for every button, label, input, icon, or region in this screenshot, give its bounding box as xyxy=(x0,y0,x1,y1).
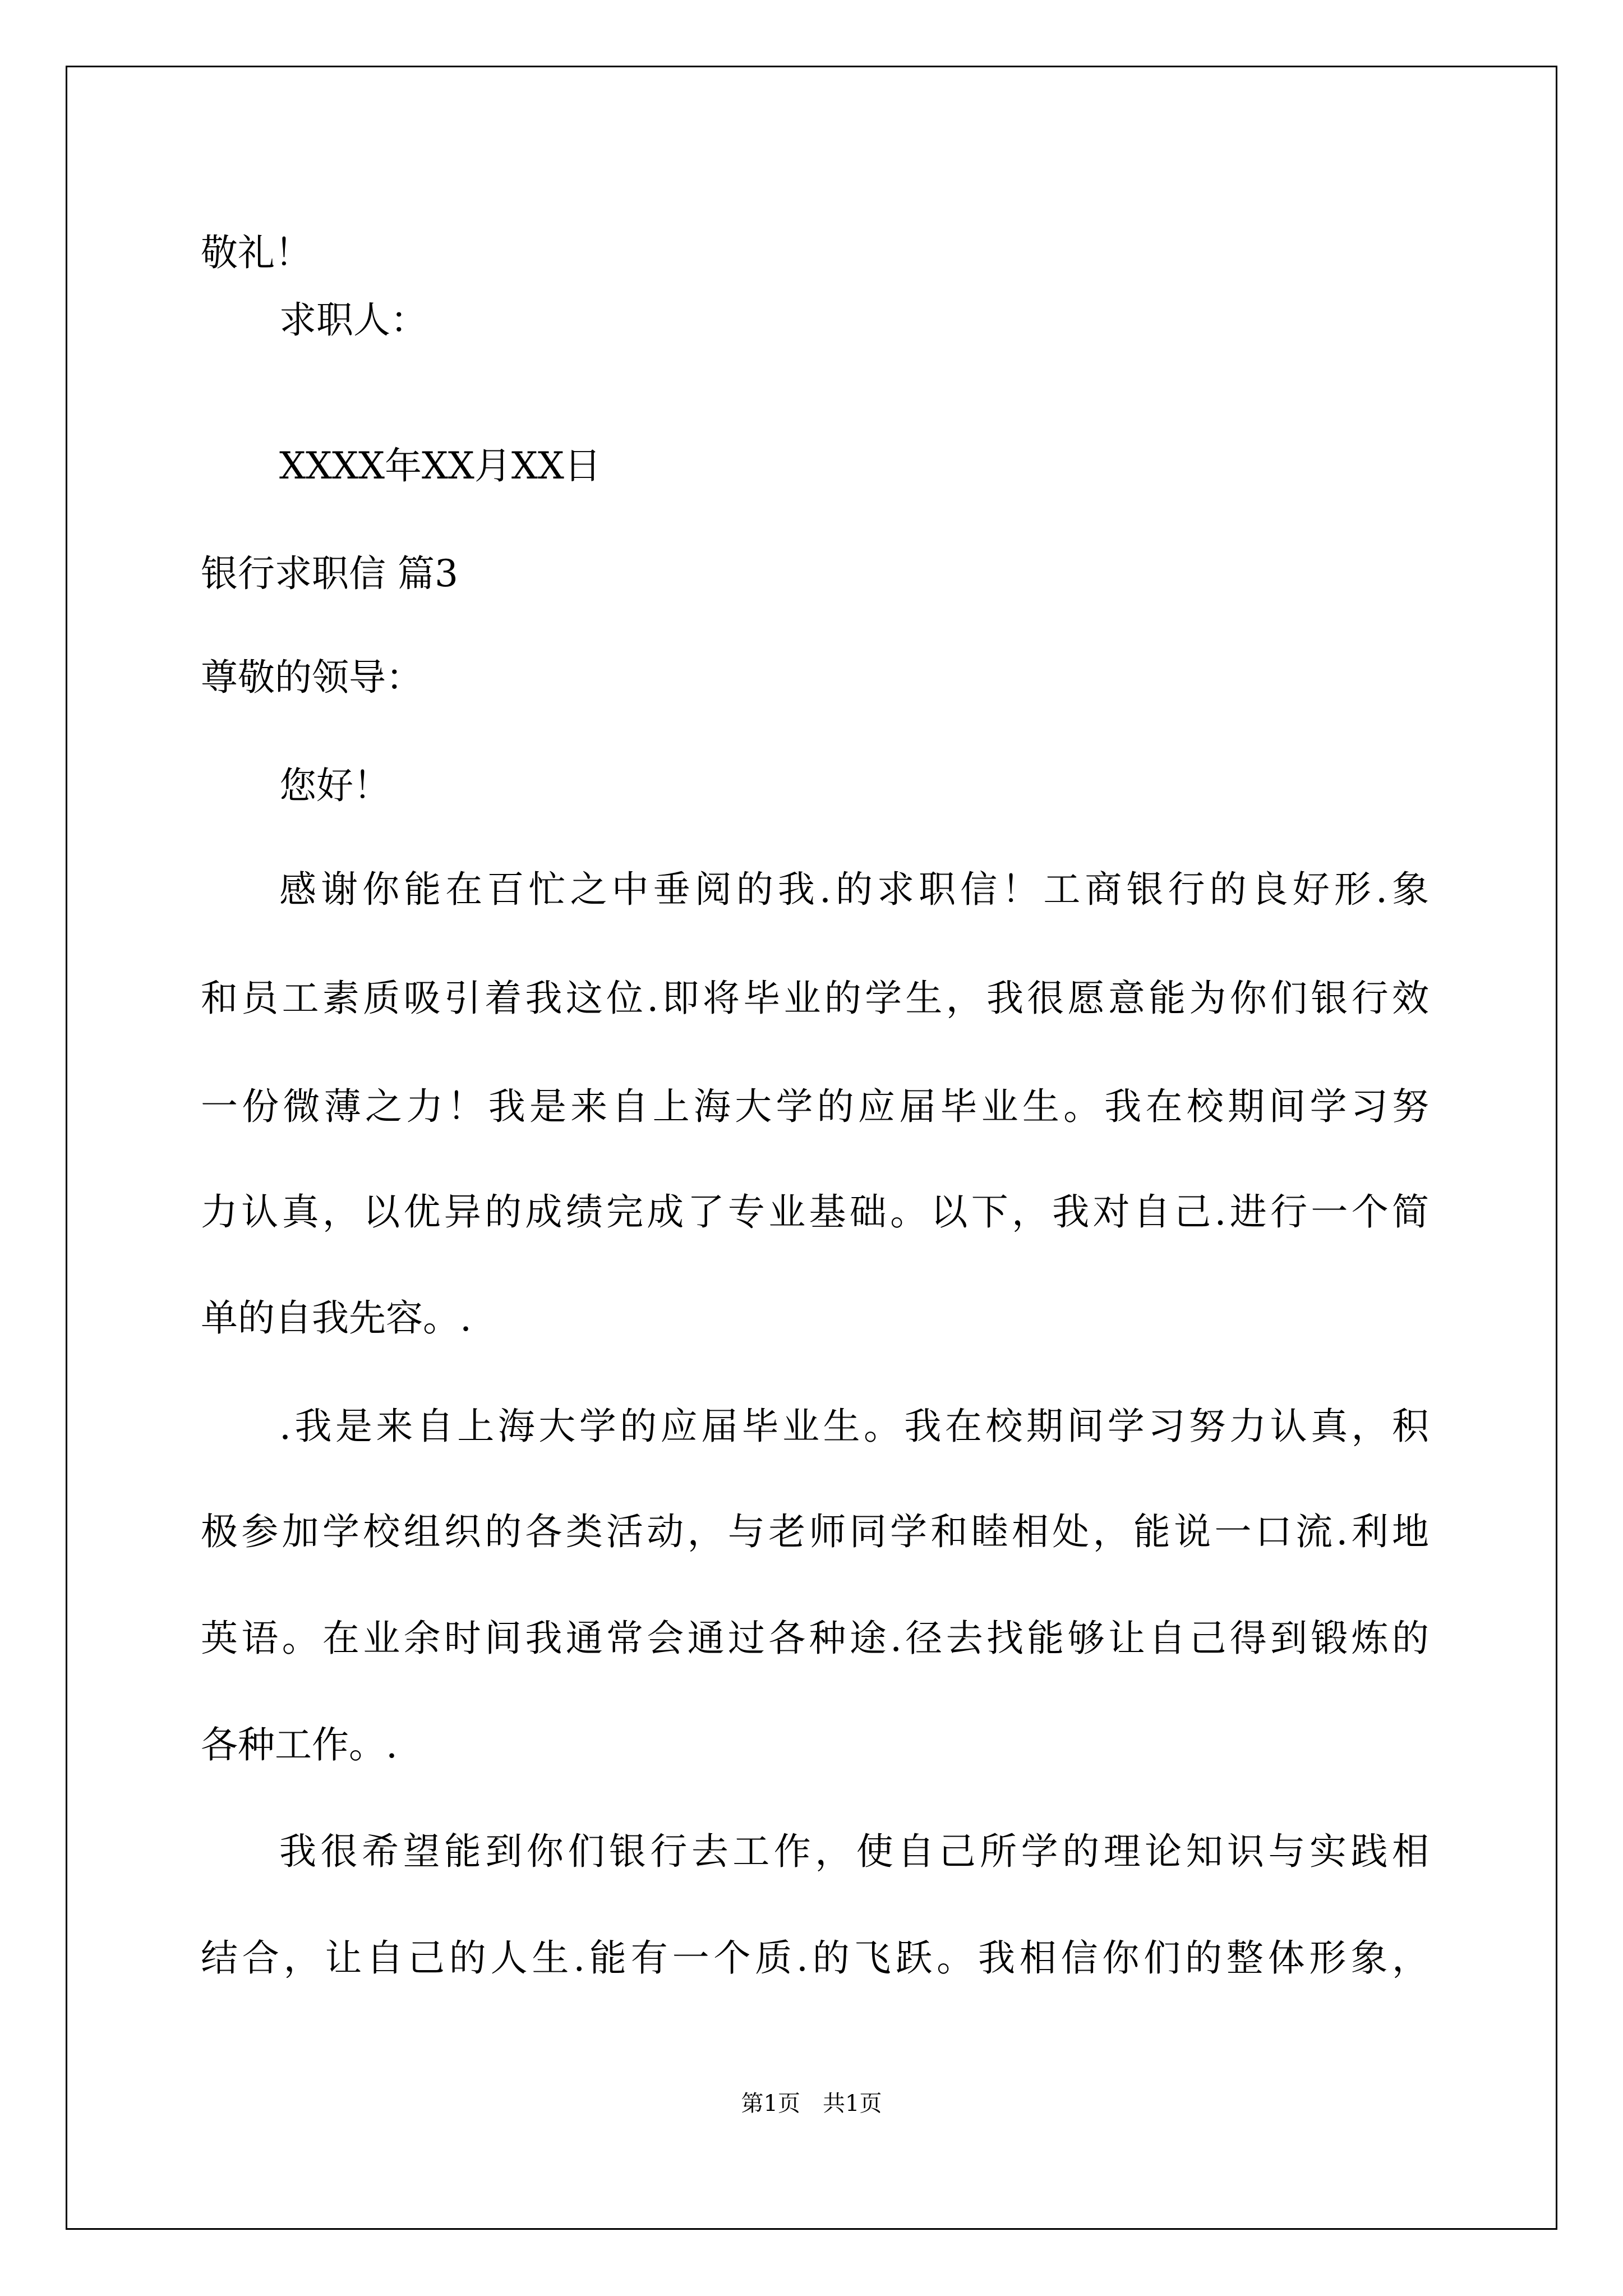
paragraph-line: 感谢你能在百忙之中垂阅的我.的求职信！工商银行的良好形.象 xyxy=(279,868,1429,911)
greeting: 尊敬的领导： xyxy=(201,656,423,699)
paragraph-line: 和员工素质吸引着我这位.即将毕业的学生，我很愿意能为你们银行效 xyxy=(201,977,1429,1020)
closing-salutation: 敬礼！ xyxy=(201,231,312,274)
paragraph-line: 我很希望能到你们银行去工作，使自己所学的理论知识与实践相 xyxy=(279,1830,1429,1873)
greeting-hello: 您好！ xyxy=(279,764,390,807)
page-number-footer: 第1页 共1页 xyxy=(741,2091,882,2116)
paragraph-line: 力认真，以优异的成绩完成了专业基础。以下，我对自己.进行一个简 xyxy=(201,1190,1429,1234)
paragraph-line: 极参加学校组织的各类活动，与老师同学和睦相处，能说一口流.利地 xyxy=(201,1510,1429,1553)
date-line: XXXX年XX月XX日 xyxy=(279,444,601,487)
page-border xyxy=(66,66,1557,2230)
section-heading: 银行求职信 篇3 xyxy=(201,552,458,595)
paragraph-line: 单的自我先容。. xyxy=(201,1296,472,1340)
applicant-label: 求职人： xyxy=(279,298,427,342)
paragraph-line: 结合，让自己的人生.能有一个质.的飞跃。我相信你们的整体形象， xyxy=(201,1936,1429,1980)
paragraph-line: 各种工作。. xyxy=(201,1723,398,1766)
paragraph-line: .我是来自上海大学的应届毕业生。我在校期间学习努力认真，积 xyxy=(279,1405,1429,1448)
paragraph-line: 一份微薄之力！我是来自上海大学的应届毕业生。我在校期间学习努 xyxy=(201,1085,1429,1128)
paragraph-line: 英语。在业余时间我通常会通过各种途.径去找能够让自己得到锻炼的 xyxy=(201,1617,1429,1660)
